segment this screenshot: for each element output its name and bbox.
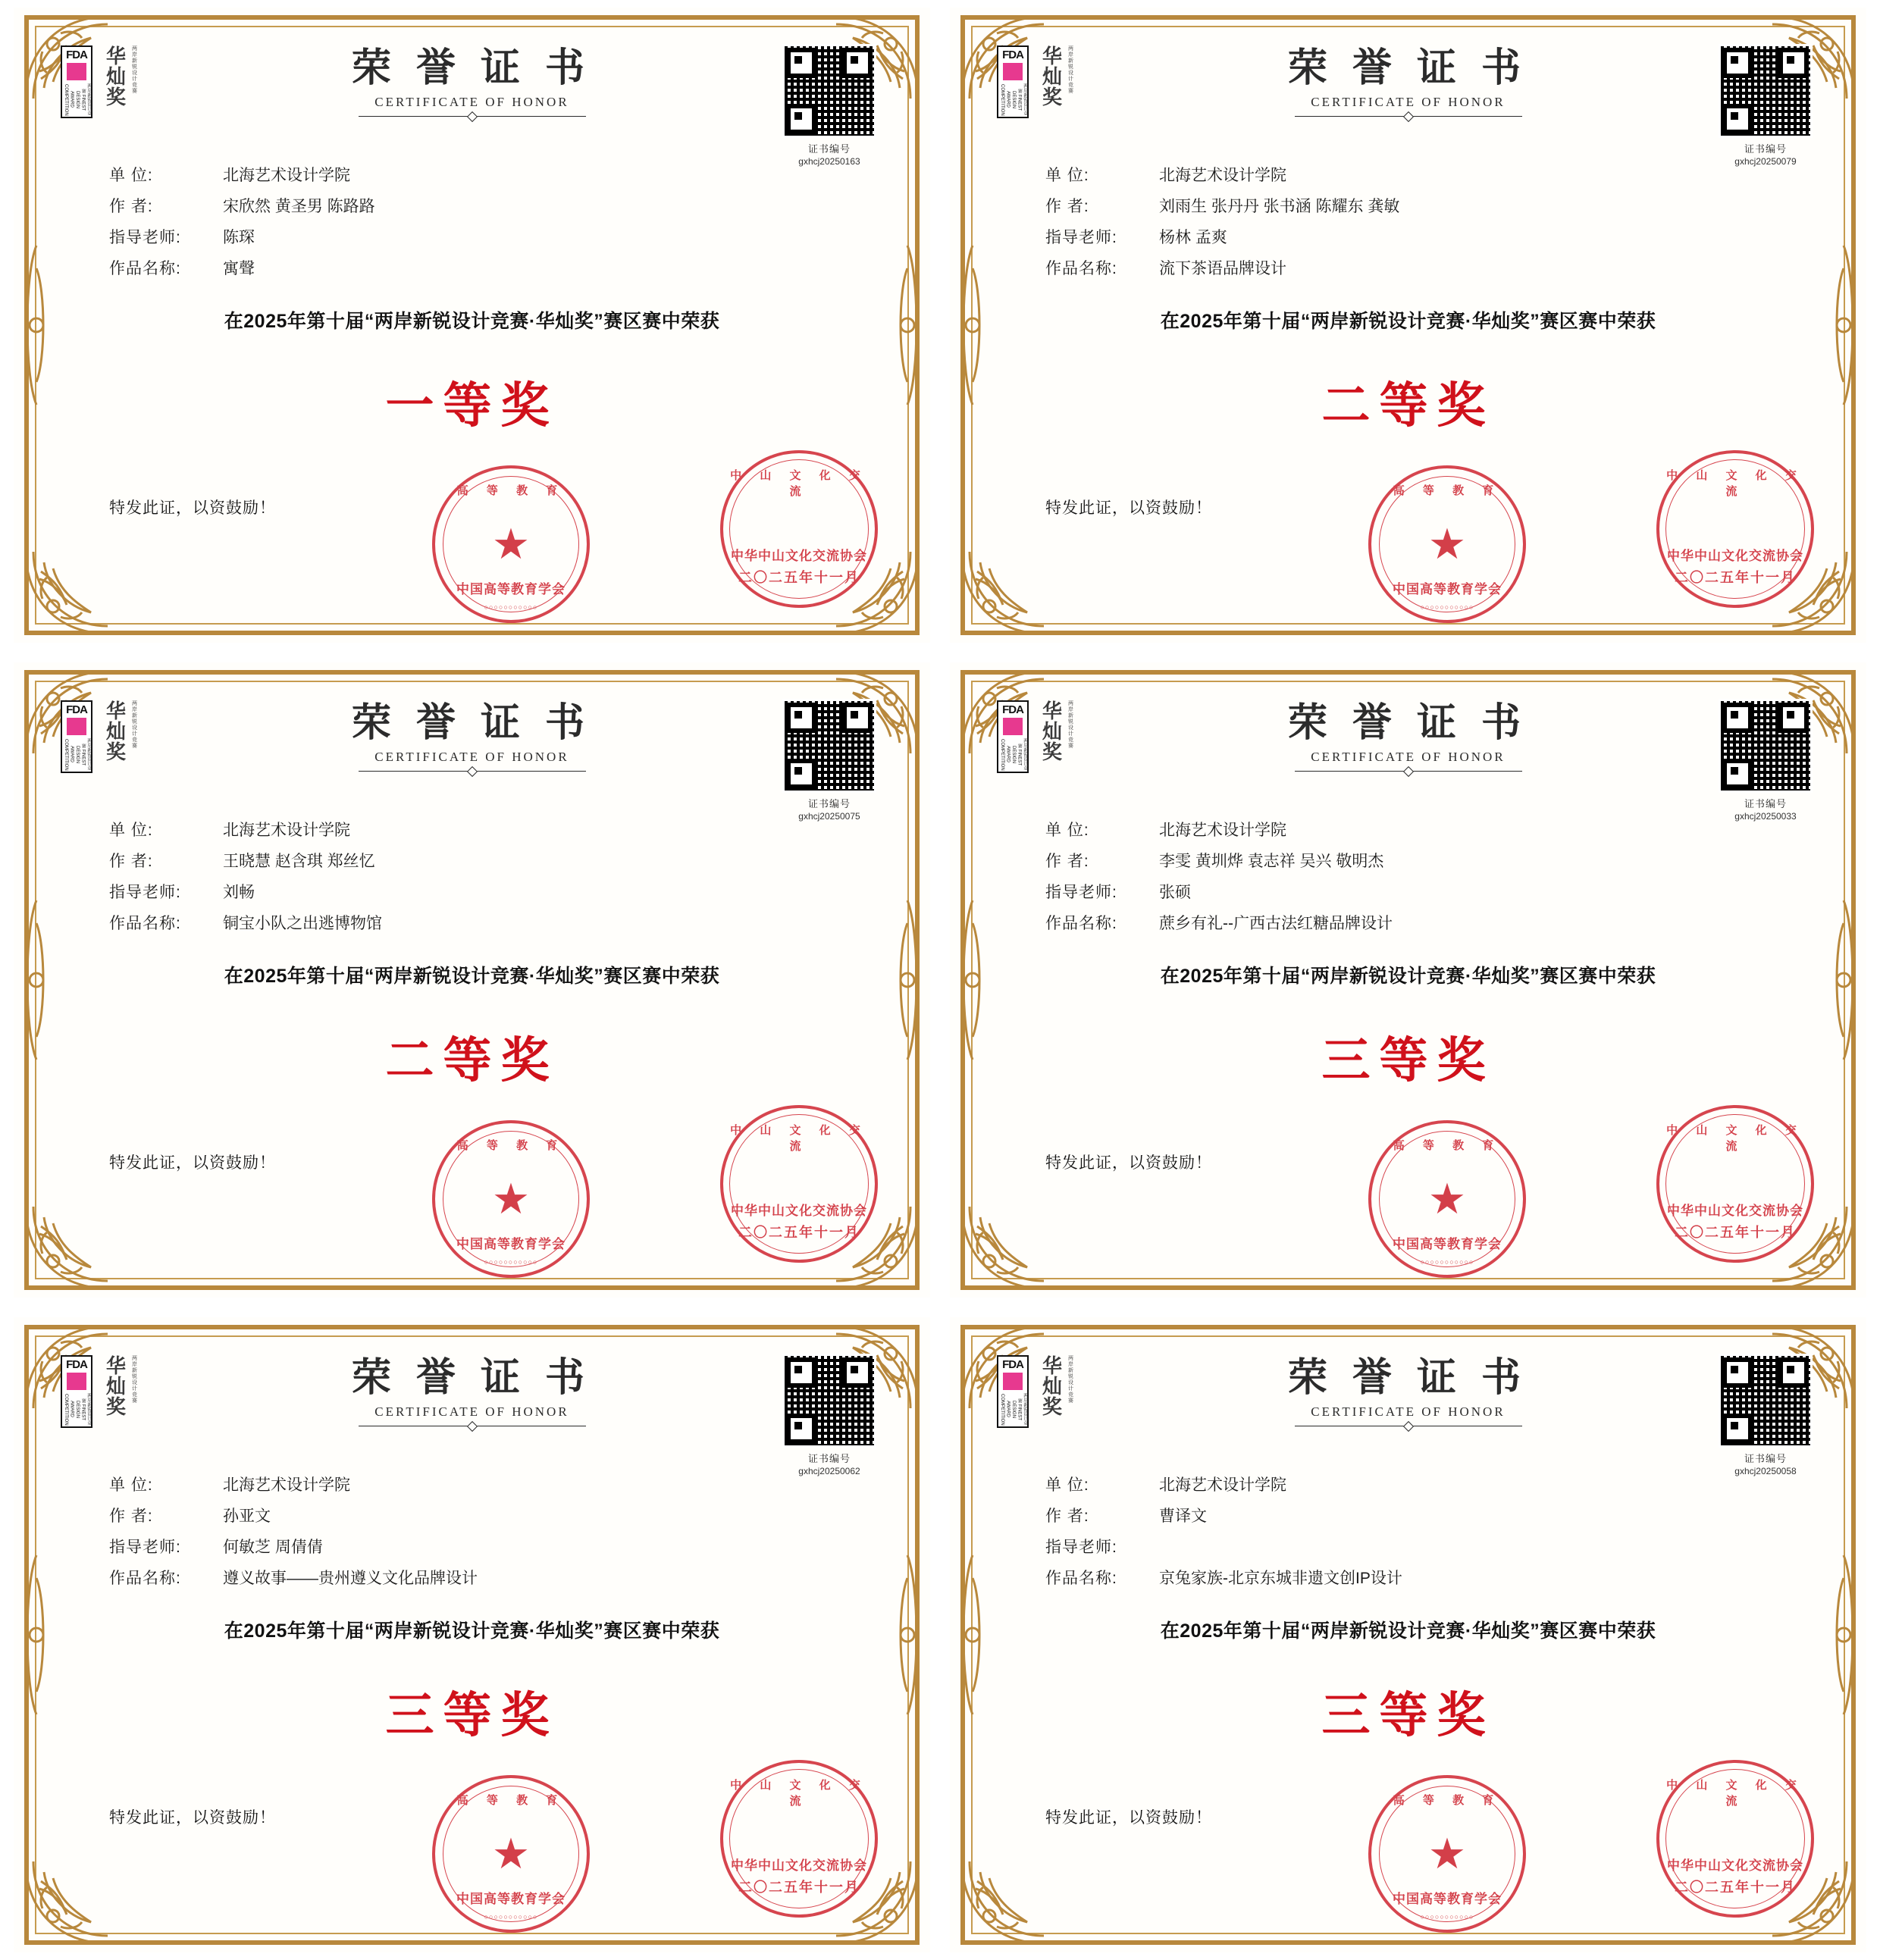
side-ornament-left [20, 238, 53, 412]
side-ornament-left [20, 893, 53, 1067]
huacan-logo-text: 华灿奖 [103, 1355, 126, 1417]
fda-logo-vertical-text: 两岸新锐设计竞赛 FINEST DESIGN AWARD COMPETITION [999, 738, 1027, 771]
seal1-top-text: 高 等 教 育 [1393, 1794, 1502, 1807]
fda-logo-vertical-text: 两岸新锐设计竞赛 FINEST DESIGN AWARD COMPETITION [63, 738, 91, 771]
seal-china-higher-education [432, 1775, 590, 1933]
certificate-card-6 [950, 1317, 1866, 1952]
side-ornament-left [956, 1548, 989, 1722]
seal-star-icon: ★ [1427, 1175, 1467, 1223]
award-statement: 在2025年第十届“两岸新锐设计竞赛·华灿奖”赛区赛中荣获 [224, 966, 720, 987]
prize-level: 二等奖 [385, 1034, 559, 1088]
certificate-title [989, 703, 1827, 772]
fda-logo-vertical-text: 两岸新锐设计竞赛 FINEST DESIGN AWARD COMPETITION [63, 1393, 91, 1426]
qr-code-icon [1719, 44, 1813, 138]
qr-block [772, 44, 886, 167]
title-divider [1295, 116, 1522, 117]
fda-logo-word: FDA [66, 703, 87, 716]
seal2-name: 中华中山文化交流协会 [731, 1204, 867, 1218]
field-unit [109, 161, 375, 192]
field-work-label: 作品名称: [1045, 1569, 1117, 1587]
seal1-dots: ○○○○○○○○○○○ [484, 1258, 538, 1266]
qr-block [772, 1354, 886, 1476]
certificate-title [989, 1358, 1827, 1426]
huacan-logo-text: 华灿奖 [1039, 700, 1062, 762]
qr-code-icon [1719, 699, 1813, 793]
field-authors-value: 李雯 黄圳烨 袁志祥 吴兴 敬明杰 [1159, 852, 1384, 870]
field-authors-label: 作 者: [1045, 197, 1089, 215]
field-unit-value: 北海艺术设计学院 [223, 167, 350, 184]
title-chinese: 荣 誉 证 书 [1287, 47, 1528, 90]
field-advisor-value: 何敏芝 周倩倩 [223, 1538, 323, 1556]
certificate-fields [1045, 161, 1399, 285]
field-authors [109, 847, 382, 878]
seal2-name: 中华中山文化交流协会 [731, 549, 867, 563]
cert-no-label: 证书编号 [1744, 143, 1787, 155]
seal1-dots: ○○○○○○○○○○○ [484, 603, 538, 611]
cert-no-label: 证书编号 [807, 798, 851, 809]
field-unit [109, 816, 382, 847]
field-advisor [109, 878, 382, 909]
cert-no-label: 证书编号 [807, 143, 851, 155]
field-authors-value: 王晓慧 赵含琪 郑丝忆 [223, 852, 375, 870]
title-english: CERTIFICATE OF HONOR [374, 749, 569, 764]
huacan-logo-text: 华灿奖 [1039, 45, 1062, 107]
seal1-name: 中国高等教育学会 [1393, 582, 1502, 596]
seal1-dots: ○○○○○○○○○○○ [484, 1913, 538, 1921]
title-english: CERTIFICATE OF HONOR [374, 1404, 569, 1419]
field-advisor-label: 指导老师: [1045, 228, 1117, 246]
field-authors-value: 曹译文 [1159, 1507, 1207, 1525]
prize-level: 三等奖 [1321, 1034, 1495, 1088]
field-work-label: 作品名称: [109, 259, 181, 277]
huacan-logo-subtext: 两岸新锐设计竞赛 [1067, 45, 1073, 94]
title-english: CERTIFICATE OF HONOR [374, 94, 569, 109]
seal2-date: 二〇二五年十一月 [1675, 1225, 1796, 1240]
seal2-date: 二〇二五年十一月 [738, 1880, 860, 1895]
certificate-card-4 [950, 662, 1866, 1298]
cert-no-value: gxhcj20250033 [1734, 811, 1797, 822]
field-work [109, 1564, 478, 1595]
field-authors-label: 作 者: [109, 1507, 153, 1525]
field-authors [1045, 192, 1399, 223]
qr-block [1709, 44, 1822, 167]
title-chinese: 荣 誉 证 书 [351, 47, 592, 90]
field-advisor-label: 指导老师: [1045, 883, 1117, 901]
encouragement-text: 特发此证，以资鼓励！ [109, 1809, 276, 1827]
certificate-card-2 [950, 8, 1866, 643]
certificate-card-3 [14, 662, 930, 1298]
seal-star-icon: ★ [491, 520, 531, 568]
seal1-name: 中国高等教育学会 [1393, 1892, 1502, 1906]
field-unit [109, 1470, 478, 1501]
huacan-logo-subtext: 两岸新锐设计竞赛 [1067, 700, 1073, 749]
seal1-name: 中国高等教育学会 [1393, 1237, 1502, 1251]
title-english: CERTIFICATE OF HONOR [1311, 749, 1506, 764]
seal2-name: 中华中山文化交流协会 [1667, 549, 1803, 563]
seal-zhongshan-culture [720, 1105, 878, 1263]
certificate-fields [109, 816, 382, 940]
title-divider [359, 116, 586, 117]
qr-code-icon [782, 44, 876, 138]
field-work-value: 流下茶语品牌设计 [1159, 259, 1286, 277]
side-ornament-right [891, 1548, 924, 1722]
award-statement: 在2025年第十届“两岸新锐设计竞赛·华灿奖”赛区赛中荣获 [224, 1620, 720, 1642]
fda-logo-word: FDA [1002, 703, 1023, 716]
seal-star-icon: ★ [1427, 520, 1467, 568]
qr-block [1709, 699, 1822, 822]
side-ornament-left [956, 893, 989, 1067]
field-work-label: 作品名称: [1045, 259, 1117, 277]
field-advisor [1045, 878, 1393, 909]
seal1-name: 中国高等教育学会 [456, 1237, 566, 1251]
award-statement: 在2025年第十届“两岸新锐设计竞赛·华灿奖”赛区赛中荣获 [1160, 1620, 1656, 1642]
qr-block [1709, 1354, 1822, 1476]
huacan-logo-text: 华灿奖 [103, 45, 126, 107]
title-chinese: 荣 誉 证 书 [351, 1357, 592, 1400]
seal-star-icon: ★ [491, 1830, 531, 1877]
side-ornament-left [20, 1548, 53, 1722]
seal2-top-text: 中 山 文 化 交 流 [1666, 469, 1804, 498]
field-authors [109, 192, 375, 223]
side-ornament-right [1827, 238, 1860, 412]
seal1-top-text: 高 等 教 育 [456, 1139, 566, 1152]
seal2-top-text: 中 山 文 化 交 流 [1666, 1779, 1804, 1808]
field-authors-label: 作 者: [1045, 1507, 1089, 1525]
title-english: CERTIFICATE OF HONOR [1311, 1404, 1506, 1419]
prize-level: 一等奖 [385, 379, 559, 433]
field-authors [1045, 1501, 1402, 1533]
field-advisor-label: 指导老师: [109, 883, 181, 901]
seal-zhongshan-culture [1656, 450, 1814, 608]
field-work-value: 寓聲 [223, 259, 255, 277]
seal1-top-text: 高 等 教 育 [456, 484, 566, 497]
seal2-name: 中华中山文化交流协会 [1667, 1858, 1803, 1873]
title-divider [1295, 771, 1522, 772]
field-work [1045, 254, 1399, 285]
cert-no-value: gxhcj20250079 [1734, 156, 1797, 167]
field-unit-value: 北海艺术设计学院 [1159, 822, 1286, 839]
field-advisor [109, 223, 375, 254]
field-work [109, 254, 375, 285]
field-authors-label: 作 者: [1045, 852, 1089, 870]
title-chinese: 荣 誉 证 书 [1287, 702, 1528, 745]
seal1-top-text: 高 等 教 育 [1393, 484, 1502, 497]
seal1-name: 中国高等教育学会 [456, 1892, 566, 1906]
seal-zhongshan-culture [720, 1760, 878, 1918]
seal2-top-text: 中 山 文 化 交 流 [730, 469, 868, 498]
certificate-card-1 [14, 8, 930, 643]
seal1-dots: ○○○○○○○○○○○ [1420, 1913, 1474, 1921]
huacan-logo-subtext: 两岸新锐设计竞赛 [131, 700, 137, 749]
field-authors [1045, 847, 1393, 878]
field-authors-value: 孙亚文 [223, 1507, 271, 1525]
huacan-logo-subtext: 两岸新锐设计竞赛 [131, 45, 137, 94]
field-unit-value: 北海艺术设计学院 [1159, 1476, 1286, 1494]
encouragement-text: 特发此证，以资鼓励！ [1045, 1154, 1212, 1172]
cert-no-value: gxhcj20250075 [798, 811, 860, 822]
field-unit-label: 单 位: [109, 1476, 153, 1494]
title-chinese: 荣 誉 证 书 [351, 702, 592, 745]
field-advisor [1045, 223, 1399, 254]
seal-china-higher-education [1368, 1775, 1526, 1933]
field-authors [109, 1501, 478, 1533]
seal1-dots: ○○○○○○○○○○○ [1420, 603, 1474, 611]
huacan-logo-subtext: 两岸新锐设计竞赛 [1067, 1355, 1073, 1404]
certificate-title [989, 49, 1827, 117]
cert-no-value: gxhcj20250163 [798, 156, 860, 167]
field-advisor-value: 陈琛 [223, 228, 255, 246]
seal1-top-text: 高 等 教 育 [1393, 1139, 1502, 1152]
field-unit [1045, 1470, 1402, 1501]
cert-no-label: 证书编号 [1744, 1453, 1787, 1464]
seal2-top-text: 中 山 文 化 交 流 [730, 1779, 868, 1808]
award-statement: 在2025年第十届“两岸新锐设计竞赛·华灿奖”赛区赛中荣获 [1160, 311, 1656, 332]
qr-code-icon [782, 699, 876, 793]
certificate-title [53, 49, 891, 117]
encouragement-text: 特发此证，以资鼓励！ [1045, 499, 1212, 517]
seal2-top-text: 中 山 文 化 交 流 [1666, 1124, 1804, 1153]
field-unit [1045, 161, 1399, 192]
field-work-value: 铜宝小队之出逃博物馆 [223, 914, 382, 932]
field-unit-label: 单 位: [109, 822, 153, 839]
field-work [1045, 909, 1393, 940]
seal-star-icon: ★ [1427, 1830, 1467, 1877]
field-unit-label: 单 位: [1045, 1476, 1089, 1494]
title-chinese: 荣 誉 证 书 [1287, 1357, 1528, 1400]
seal-star-icon: ★ [491, 1175, 531, 1223]
cert-no-label: 证书编号 [1744, 798, 1787, 809]
cert-no-value: gxhcj20250058 [1734, 1466, 1797, 1476]
field-work-value: 京兔家族-北京东城非遗文创IP设计 [1159, 1569, 1402, 1587]
field-work-label: 作品名称: [109, 1569, 181, 1587]
fda-logo-word: FDA [66, 49, 87, 61]
cert-no-value: gxhcj20250062 [798, 1466, 860, 1476]
side-ornament-right [891, 238, 924, 412]
certificate-fields [109, 1470, 478, 1595]
field-advisor-label: 指导老师: [109, 1538, 181, 1556]
huacan-logo-text: 华灿奖 [1039, 1355, 1062, 1417]
fda-logo-vertical-text: 两岸新锐设计竞赛 FINEST DESIGN AWARD COMPETITION [999, 1393, 1027, 1426]
qr-code-icon [1719, 1354, 1813, 1448]
field-advisor-value: 杨林 孟爽 [1159, 228, 1227, 246]
field-advisor-value: 张硕 [1159, 883, 1191, 901]
encouragement-text: 特发此证，以资鼓励！ [1045, 1809, 1212, 1827]
qr-block [772, 699, 886, 822]
field-authors-label: 作 者: [109, 197, 153, 215]
prize-level: 三等奖 [1321, 1689, 1495, 1742]
seal2-date: 二〇二五年十一月 [738, 570, 860, 585]
fda-logo-word: FDA [1002, 49, 1023, 61]
certificate-title [53, 703, 891, 772]
side-ornament-left [956, 238, 989, 412]
field-work-value: 蔗乡有礼--广西古法红糖品牌设计 [1159, 914, 1393, 932]
fda-logo-word: FDA [1002, 1358, 1023, 1371]
title-english: CERTIFICATE OF HONOR [1311, 94, 1506, 109]
fda-logo-vertical-text: 两岸新锐设计竞赛 FINEST DESIGN AWARD COMPETITION [63, 83, 91, 116]
seal1-name: 中国高等教育学会 [456, 582, 566, 596]
field-unit [1045, 816, 1393, 847]
seal-zhongshan-culture [720, 450, 878, 608]
seal1-top-text: 高 等 教 育 [456, 1794, 566, 1807]
seal-zhongshan-culture [1656, 1105, 1814, 1263]
field-authors-value: 刘雨生 张丹丹 张书涵 陈耀东 龚敏 [1159, 197, 1400, 215]
cert-no-label: 证书编号 [807, 1453, 851, 1464]
field-work-value: 遵义故事——贵州遵义文化品牌设计 [223, 1569, 478, 1587]
award-statement: 在2025年第十届“两岸新锐设计竞赛·华灿奖”赛区赛中荣获 [224, 311, 720, 332]
field-work-label: 作品名称: [109, 914, 181, 932]
seal-china-higher-education [432, 465, 590, 623]
seal2-name: 中华中山文化交流协会 [1667, 1204, 1803, 1218]
fda-logo-vertical-text: 两岸新锐设计竞赛 FINEST DESIGN AWARD COMPETITION [999, 83, 1027, 116]
certificate-fields [1045, 1470, 1402, 1595]
field-work [1045, 1564, 1402, 1595]
field-advisor [109, 1533, 478, 1564]
seal2-date: 二〇二五年十一月 [1675, 570, 1796, 585]
fda-logo-word: FDA [66, 1358, 87, 1371]
encouragement-text: 特发此证，以资鼓励！ [109, 499, 276, 517]
field-unit-value: 北海艺术设计学院 [1159, 167, 1286, 184]
prize-level: 三等奖 [385, 1689, 559, 1742]
prize-level: 二等奖 [1321, 379, 1495, 433]
field-unit-label: 单 位: [1045, 822, 1089, 839]
field-unit-value: 北海艺术设计学院 [223, 822, 350, 839]
seal2-date: 二〇二五年十一月 [1675, 1880, 1796, 1895]
side-ornament-right [1827, 893, 1860, 1067]
field-work [109, 909, 382, 940]
field-authors-value: 宋欣然 黄圣男 陈路路 [223, 197, 375, 215]
certificate-fields [1045, 816, 1393, 940]
huacan-logo-text: 华灿奖 [103, 700, 126, 762]
seal2-date: 二〇二五年十一月 [738, 1225, 860, 1240]
seal2-name: 中华中山文化交流协会 [731, 1858, 867, 1873]
field-advisor-value: 刘畅 [223, 883, 255, 901]
field-advisor-label: 指导老师: [1045, 1538, 1117, 1556]
seal-china-higher-education [432, 1120, 590, 1278]
side-ornament-right [1827, 1548, 1860, 1722]
field-work-label: 作品名称: [1045, 914, 1117, 932]
field-authors-label: 作 者: [109, 852, 153, 870]
field-unit-value: 北海艺术设计学院 [223, 1476, 350, 1494]
field-advisor [1045, 1533, 1402, 1564]
seal-china-higher-education [1368, 1120, 1526, 1278]
field-unit-label: 单 位: [1045, 167, 1089, 184]
certificate-card-5 [14, 1317, 930, 1952]
title-divider [359, 771, 586, 772]
side-ornament-right [891, 893, 924, 1067]
award-statement: 在2025年第十届“两岸新锐设计竞赛·华灿奖”赛区赛中荣获 [1160, 966, 1656, 987]
certificate-fields [109, 161, 375, 285]
huacan-logo-subtext: 两岸新锐设计竞赛 [131, 1355, 137, 1404]
field-unit-label: 单 位: [109, 167, 153, 184]
seal-china-higher-education [1368, 465, 1526, 623]
seal-zhongshan-culture [1656, 1760, 1814, 1918]
field-advisor-label: 指导老师: [109, 228, 181, 246]
qr-code-icon [782, 1354, 876, 1448]
seal2-top-text: 中 山 文 化 交 流 [730, 1124, 868, 1153]
seal1-dots: ○○○○○○○○○○○ [1420, 1258, 1474, 1266]
encouragement-text: 特发此证，以资鼓励！ [109, 1154, 276, 1172]
certificate-title [53, 1358, 891, 1426]
